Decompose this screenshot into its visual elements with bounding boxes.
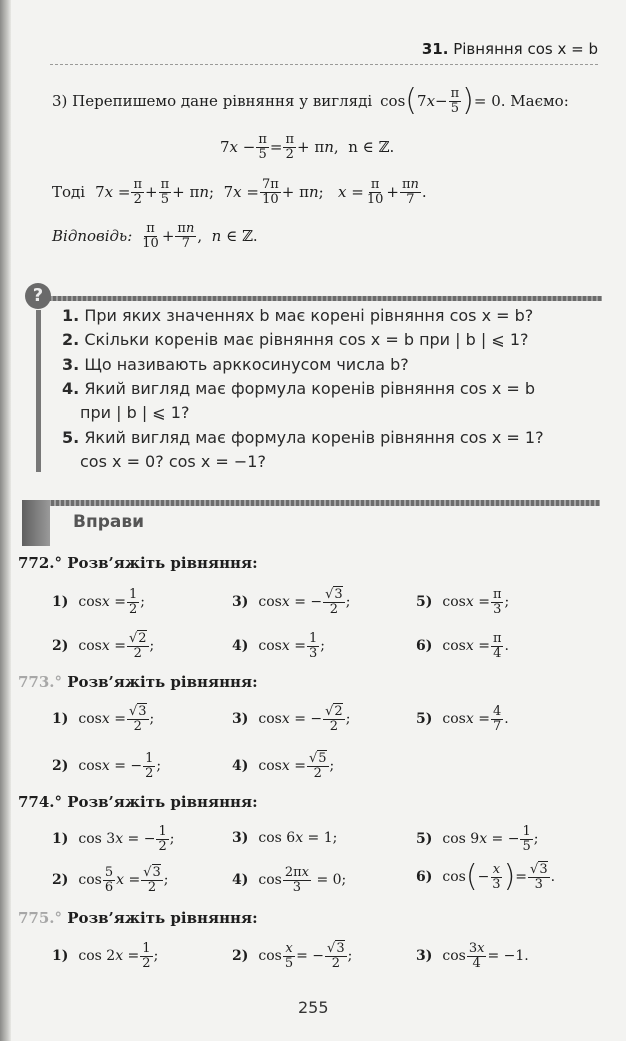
question-mark-icon: ?	[25, 283, 51, 309]
eq-773-5: 5) cos x = $\frac{4}{7}$ .	[416, 704, 509, 734]
page-number: 255	[298, 998, 329, 1017]
then-word: Тоді	[52, 183, 86, 202]
eq-772-3: 3) cos x = − $\frac{√3}{2}$ ;	[232, 587, 351, 617]
question-5-number: 5.	[62, 428, 80, 447]
answer-word: Відповідь:	[52, 227, 133, 246]
solution-line-3: Тоді 7x = $\frac{\pi}{2}$ + $\frac{\pi}{5}$ + πn; 7x = $\frac{7\pi}{10}$ + πn; x = $\frac{\pi}{10}$ + $\frac{\pi n}{7}$ .	[52, 177, 427, 207]
eq-773-3: 3) cos x = − $\frac{√2}{2}$ ;	[232, 704, 351, 734]
eq-774-1: 1) cos 3 x = − $\frac{1}{2}$ ;	[52, 824, 175, 854]
exercises-title: Вправи	[73, 512, 145, 532]
section-header	[422, 40, 598, 58]
question-1-text: При яких значеннях b має корені рівняння cos x = b?	[84, 306, 534, 325]
task-773	[18, 673, 258, 691]
task-773-number: 773.°	[18, 673, 63, 691]
task-772	[18, 554, 258, 572]
exercises-band	[26, 500, 600, 506]
eq-772-4: 4) cos x = $\frac{1}{3}$ ;	[232, 631, 325, 661]
n-in-z: n ∈ ℤ.	[348, 138, 395, 157]
question-4-text: Який вигляд має формула коренів рівняння cos x = b	[84, 379, 536, 398]
question-5-cont	[80, 452, 266, 471]
solution-after: Маємо:	[510, 92, 569, 110]
solution-intro: 3) Перепишемо дане рівняння у вигляді	[52, 92, 373, 110]
answer-line: Відповідь: $\frac{\pi}{10}$ + $\frac{\pi n}{7}$ , n ∈ ℤ.	[52, 221, 258, 251]
eq-772-2: 2) cos x = $\frac{√2}{2}$ ;	[52, 631, 155, 661]
question-4-cont-text: при | b | ⩽ 1?	[80, 403, 190, 422]
task-773-label: Розв’яжіть рівняння:	[67, 673, 258, 691]
eq-774-3: 3) cos 6 x = 1;	[232, 830, 338, 846]
question-2-number: 2.	[62, 330, 80, 349]
question-5-cont-text: cos x = 0? cos x = −1?	[80, 452, 266, 471]
question-4	[62, 379, 535, 398]
header-divider	[50, 64, 598, 65]
eq-773-4: 4) cos x = $\frac{√5}{2}$ ;	[232, 751, 335, 781]
question-3-text: Що називають арккосинусом числа b?	[84, 355, 409, 374]
section-title: Рівняння cos x = b	[453, 40, 598, 58]
question-2	[62, 330, 529, 349]
eq-775-2: 2) cos $\frac{x}{5}$ = − $\frac{√3}{2}$ ;	[232, 941, 353, 971]
task-772-number: 772.°	[18, 554, 63, 572]
eq-774-2: 2) cos $\frac{5}{6}$ x = $\frac{√3}{2}$ ;	[52, 865, 169, 895]
task-774-label: Розв’яжіть рівняння:	[67, 793, 258, 811]
eq-774-6: 6) cos ( − $\frac{x}{3}$ ) = $\frac{√3}{3}$ .	[416, 859, 556, 894]
eq-772-5: 5) cos x = $\frac{\pi}{3}$ ;	[416, 587, 510, 617]
exercises-tab	[22, 500, 50, 546]
task-772-label: Розв’яжіть рівняння:	[67, 554, 258, 572]
question-4-number: 4.	[62, 379, 80, 398]
eq-774-4: 4) cos $\frac{2\pi x}{3}$ = 0;	[232, 865, 347, 895]
question-1	[62, 306, 533, 325]
eq-775-1: 1) cos 2 x = $\frac{1}{2}$ ;	[52, 941, 159, 971]
task-775-number: 775.°	[18, 909, 63, 927]
question-3-number: 3.	[62, 355, 80, 374]
section-number: 31.	[421, 40, 449, 58]
questions-left-bar	[36, 310, 41, 472]
question-3	[62, 355, 409, 374]
eq-773-1: 1) cos x = $\frac{√3}{2}$ ;	[52, 704, 155, 734]
question-1-number: 1.	[62, 306, 80, 325]
task-774	[18, 793, 258, 811]
question-4-cont	[80, 403, 189, 422]
eq-773-2: 2) cos x = − $\frac{1}{2}$ ;	[52, 751, 162, 781]
questions-top-bar	[48, 296, 602, 301]
eq-772-6: 6) cos x = $\frac{\pi}{4}$ .	[416, 631, 509, 661]
task-774-number: 774.°	[18, 793, 63, 811]
book-binding-edge	[0, 0, 11, 1041]
task-775	[18, 909, 258, 927]
question-5	[62, 428, 544, 447]
solution-line-1: 3) Перепишемо дане рівняння у вигляді cos ( 7x− $\frac{\pi}{5}$ ) = 0. Маємо:	[52, 83, 569, 118]
task-775-label: Розв’яжіть рівняння:	[67, 909, 258, 927]
solution-line-2: 7x − $\frac{\pi}{5}$ = $\frac{\pi}{2}$ + πn, n ∈ ℤ.	[220, 132, 395, 162]
eq-774-5: 5) cos 9 x = − $\frac{1}{5}$ ;	[416, 824, 539, 854]
eq-772-1: 1) cos x = $\frac{1}{2}$ ;	[52, 587, 145, 617]
question-2-text: Скільки коренів має рівняння cos x = b при | b | ⩽ 1?	[84, 330, 529, 349]
question-5-text: Який вигляд має формула коренів рівняння cos x = 1?	[84, 428, 544, 447]
eq-775-3: 3) cos $\frac{3x}{4}$ = −1.	[416, 941, 529, 971]
